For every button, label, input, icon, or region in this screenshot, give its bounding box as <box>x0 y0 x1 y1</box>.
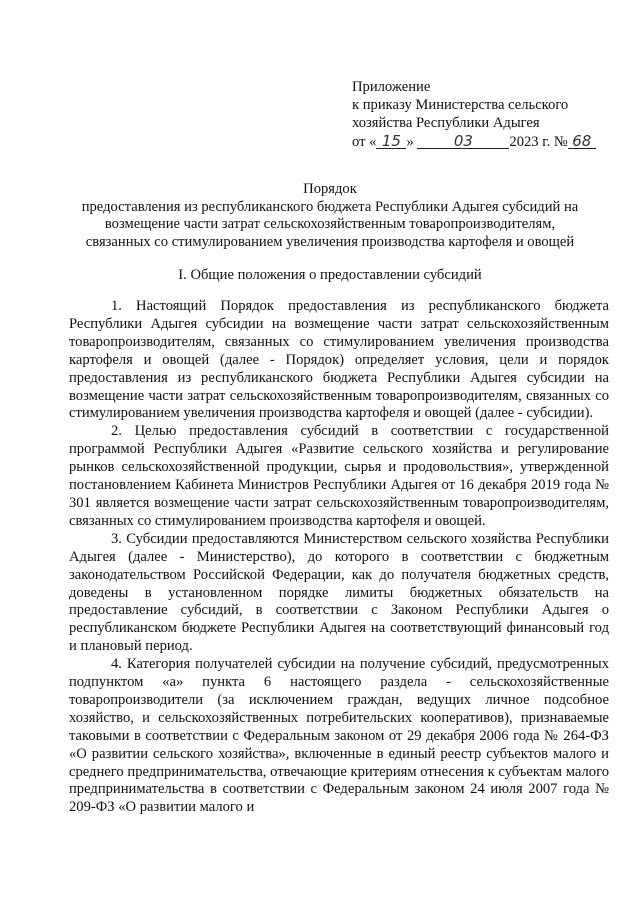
title-line-1: предоставления из республиканского бюджета Республики Адыгея субсидий на <box>81 198 579 215</box>
appendix-line-1: Приложение <box>352 79 431 95</box>
handwritten-month: 03 <box>417 134 509 149</box>
appendix-line-3: хозяйства Республики Адыгея <box>352 115 540 132</box>
section-title: I. Общие положения о предоставлении субсидий <box>178 267 482 283</box>
title-line-3: связанных со стимулированием увеличения производства картофеля и овощей <box>85 233 575 250</box>
handwritten-day: 15 <box>376 134 406 149</box>
title-heading: Порядок <box>303 181 357 197</box>
appendix-block <box>352 78 622 151</box>
paragraph-1: 1. Настоящий Порядок предоставления из республиканского бюджета Республики Адыгея субсидии на возмещение части затрат сельскохозяйственным товаропроизводителям, связанных со стимулированием увеличения производства картофеля и овощей (далее - Порядок) определяет условия, цели и порядок предоставления из республиканского бюджета Республики Адыгея субсидии на возмещение части затрат сельскохозяйственным товаропроизводителям, связанных со стимулированием увеличения производства картофеля и овощей (далее - субсидии). <box>69 298 609 422</box>
appendix-date-line <box>352 133 622 151</box>
date-mid: » <box>406 133 414 150</box>
date-year: 2023 г. № <box>509 133 568 150</box>
handwritten-order-number: 68 <box>568 134 596 149</box>
document-title <box>60 181 600 251</box>
appendix-line-2: к приказу Министерства сельского <box>352 97 569 114</box>
title-line-2: возмещение части затрат сельскохозяйственным товаропроизводителям, <box>104 216 556 233</box>
paragraph-2: 2. Целью предоставления субсидий в соответствии с государственной программой Республики Адыгея «Развитие сельского хозяйства и регулирование рынков сельскохозяйственной продукции, сырья и продовольствия», утвержденной постановлением Кабинета Министров Республики Адыгея от 16 декабря 2019 года № 301 является возмещение части затрат сельскохозяйственным товаропроизводителям, связанных со стимулированием производства картофеля и овощей. <box>69 423 609 529</box>
paragraph-3: 3. Субсидии предоставляются Министерством сельского хозяйства Республики Адыгея (далее - Министерство), до которого в соответствии с бюджетным законодательством Российской Федерации, как до получателя бюджетных средств, доведены в установленном порядке лимиты бюджетных обязательств на предоставление субсидий, в соответствии с Законом Республики Адыгея о республиканском бюджете Республики Адыгея на соответствующий финансовый год и плановый период. <box>69 530 609 655</box>
date-prefix: от « <box>352 133 377 150</box>
paragraph-4: 4. Категория получателей субсидии на получение субсидий, предусмотренных подпунктом «а» пункта 6 настоящего раздела - сельскохозяйственные товаропроизводители (за исключением граждан, ведущих личное подсобное хозяйство, и сельскохозяйственных потребительских кооперативов), признаваемые таковыми в соответствии с Федеральным законом от 29 декабря 2006 года № 264-ФЗ «О развитии сельского хозяйства», включенные в единый реестр субъектов малого и среднего предпринимательства, отвечающие критериям отнесения к субъектам малого предпринимательства в соответствии с Федеральным законом 24 июля 2007 года № 209-ФЗ «О развитии малого и <box>69 656 609 816</box>
document-body <box>69 298 609 817</box>
